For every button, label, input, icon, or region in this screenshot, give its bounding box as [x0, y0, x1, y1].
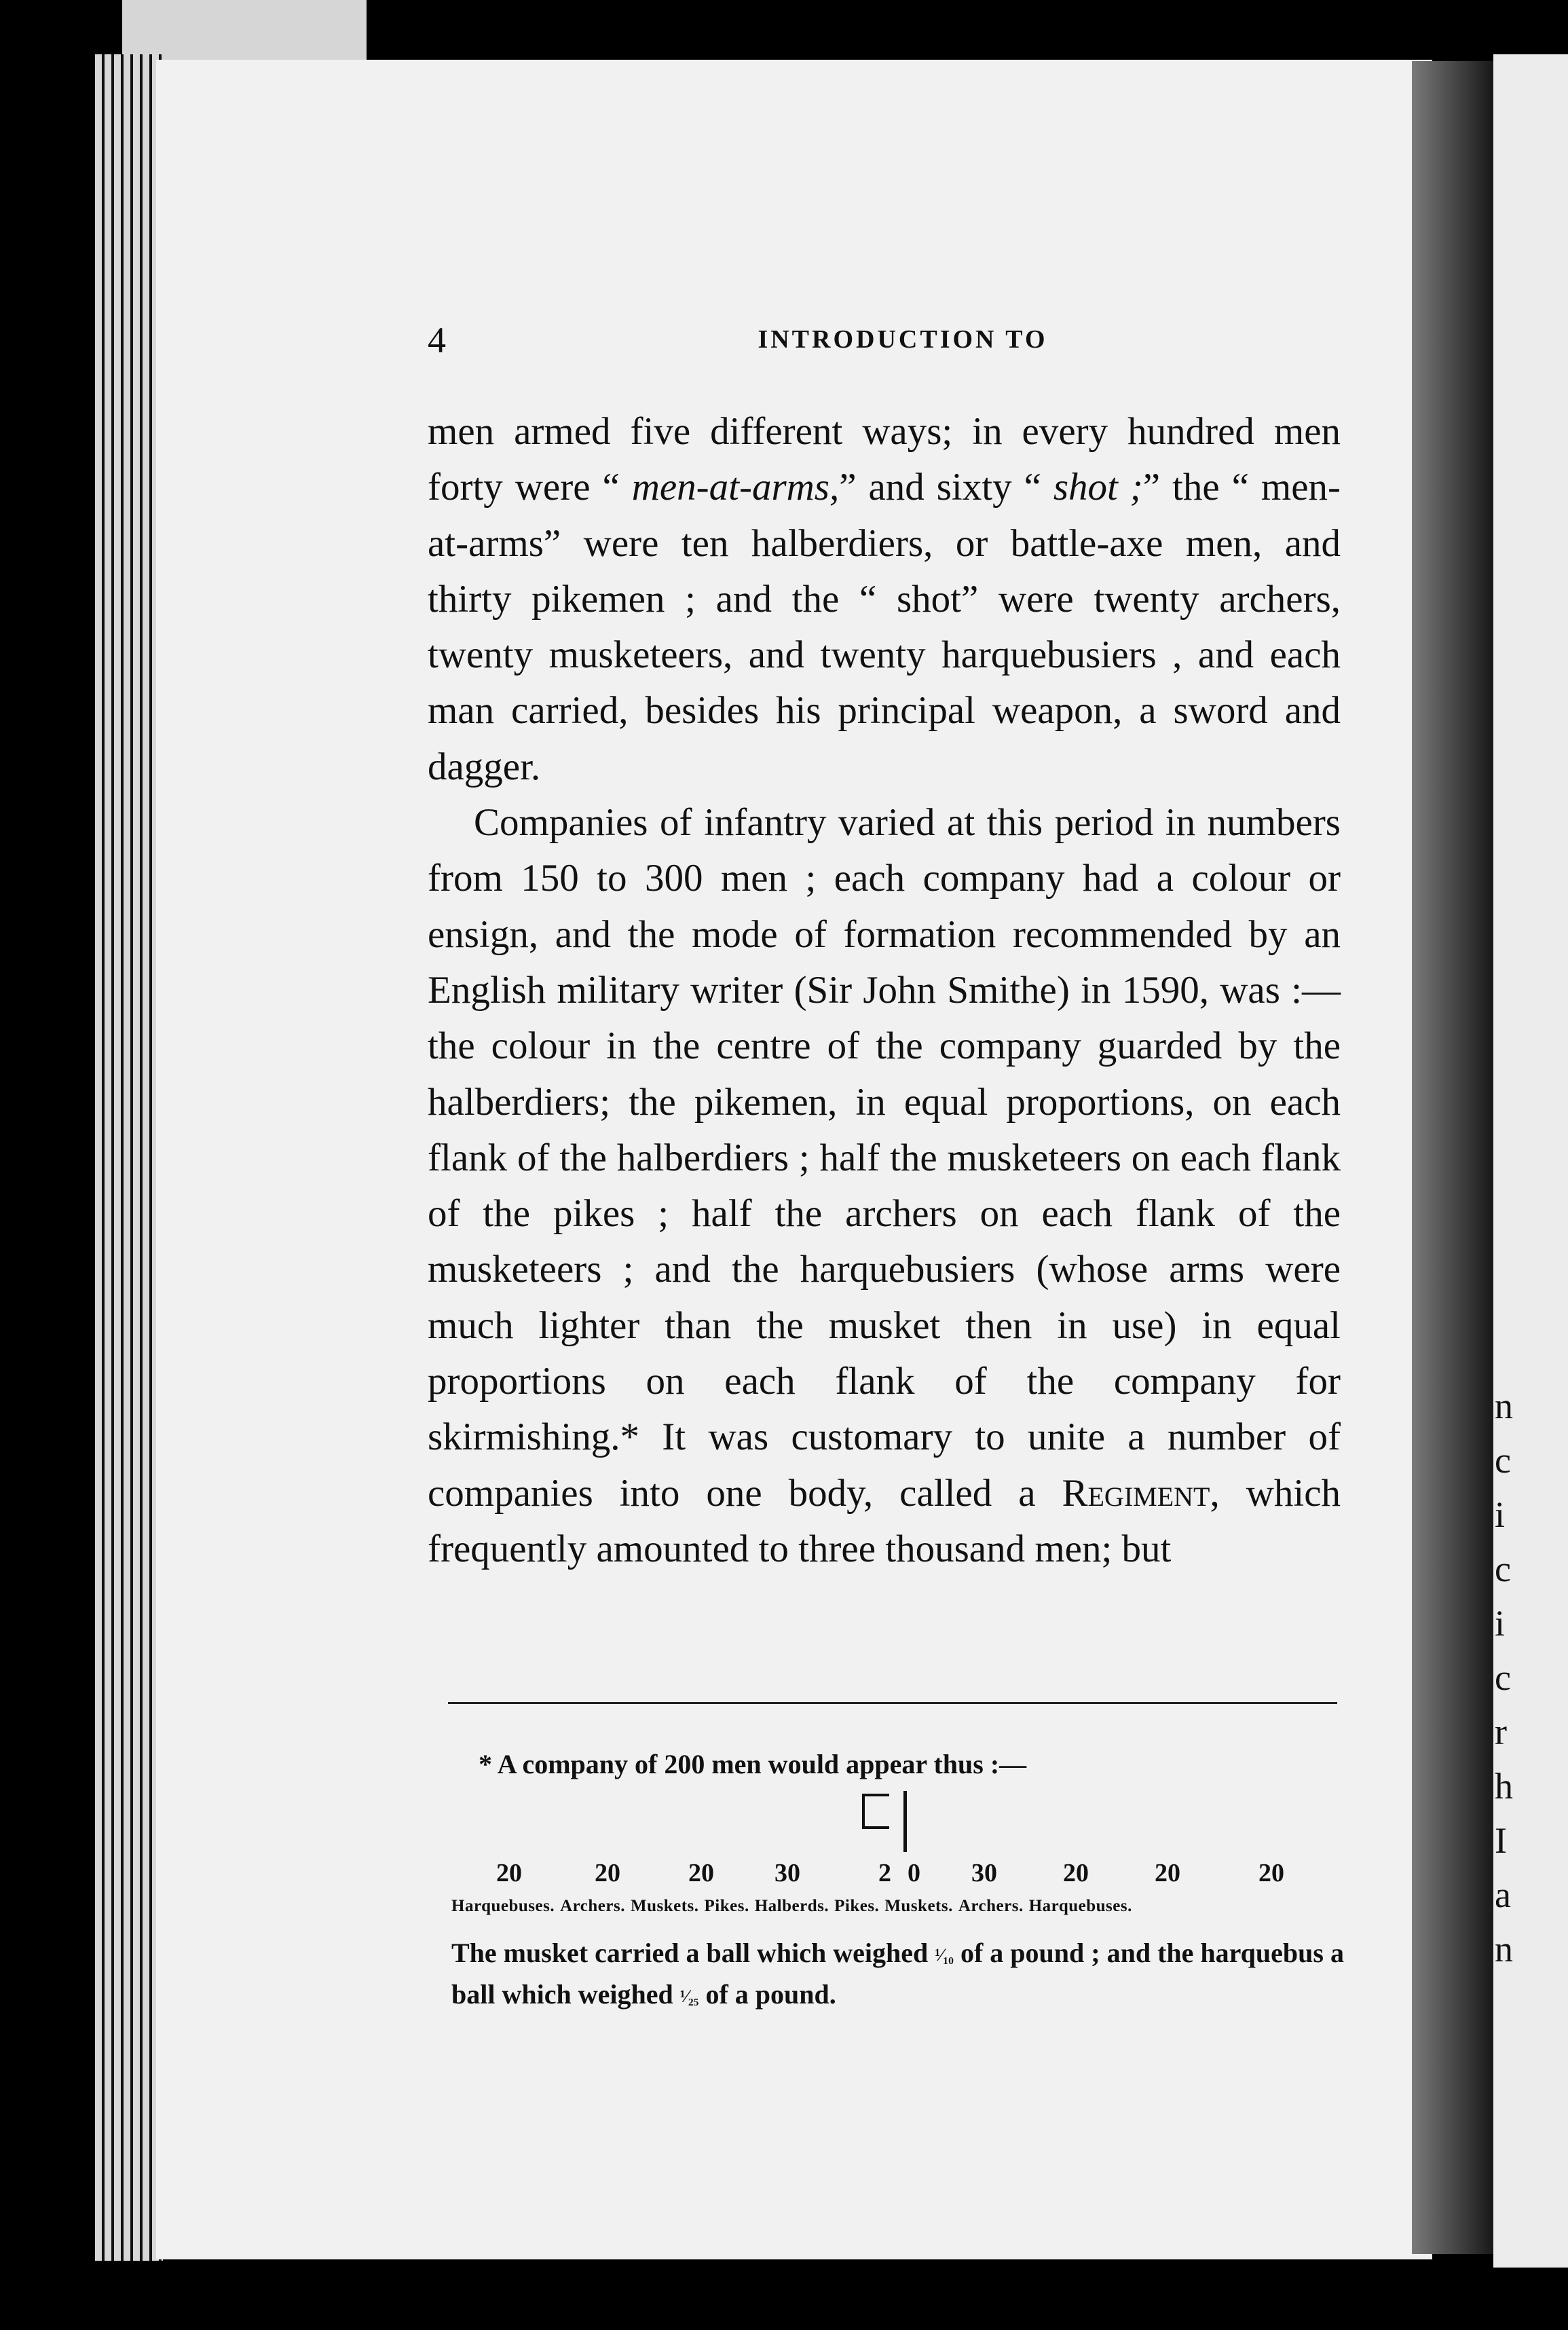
- formation-label: Halberds.: [754, 1897, 829, 1915]
- colour-flag-icon: [862, 1794, 889, 1829]
- formation-label: Archers.: [560, 1897, 625, 1915]
- formation-number: 20: [1063, 1859, 1089, 1887]
- text-run: which frequently amounted to three thousand men; but: [428, 1471, 1341, 1570]
- formation-number: 30: [774, 1859, 800, 1887]
- body-text: [428, 404, 1341, 1577]
- formation-number: 20: [688, 1859, 714, 1887]
- edge-letter: i: [1495, 1603, 1506, 1644]
- formation-label: Harquebuses.: [1028, 1897, 1132, 1915]
- text-run: of a pound ; and the harquebus a ball which weighed: [451, 1938, 1344, 2010]
- formation-number: 20: [1258, 1859, 1284, 1887]
- formation-number: 20: [595, 1859, 620, 1887]
- formation-labels: [451, 1897, 1354, 1916]
- paragraph-1: [428, 404, 1341, 795]
- edge-letter: c: [1495, 1440, 1511, 1481]
- text-run: Companies of infantry varied at this period in numbers from 150 to 300 men ; each company had a colour or ensign, and the mode of formation recommended by an English military writer (Sir John Smithe) in 1590, was :—the colour in the centre of the company guarded by the halberdiers; the pikemen, in equal proportions, on each flank of the halberdiers ; half the musketeers on each flank of the pikes ; half the archers on each flank of the musketeers ; and the harquebusiers (whose arms were much lighter than the musket then in use) in equal proportions on each flank of the company for skirmishing.* It was customary to unite a number of companies into one body, called a: [428, 801, 1341, 1515]
- edge-letter: n: [1495, 1386, 1513, 1426]
- italic-term: shot ;: [1053, 466, 1143, 509]
- footnote: [451, 1748, 1354, 2016]
- formation-label: Muskets.: [630, 1897, 699, 1915]
- edge-letter: I: [1495, 1820, 1507, 1861]
- gutter-shadow: [1412, 61, 1493, 2254]
- flag-pole: [903, 1791, 907, 1852]
- company-formation-diagram: [451, 1794, 1354, 1896]
- formation-label: Harquebuses.: [451, 1897, 555, 1915]
- italic-term: men-at-arms,: [631, 466, 840, 509]
- page-header: [428, 319, 1378, 360]
- formation-label: Pikes.: [834, 1897, 880, 1915]
- formation-label: Archers.: [958, 1897, 1024, 1915]
- formation-label: Pikes.: [704, 1897, 749, 1915]
- edge-letter: c: [1495, 1549, 1511, 1589]
- page-number: 4: [428, 320, 446, 360]
- formation-number: 0: [908, 1859, 920, 1887]
- edge-letter: h: [1495, 1766, 1513, 1807]
- small-caps-term: Regiment,: [1062, 1471, 1220, 1515]
- formation-label: Muskets.: [884, 1897, 953, 1915]
- footnote-rule: [448, 1702, 1337, 1704]
- edge-letter: a: [1495, 1874, 1511, 1915]
- paragraph-2: [428, 795, 1341, 1577]
- edge-letter: r: [1495, 1712, 1507, 1752]
- edge-letter: n: [1495, 1929, 1513, 1970]
- edge-letter: c: [1495, 1657, 1511, 1698]
- page-edges: [95, 54, 163, 2261]
- text-run: ” and sixty “: [839, 466, 1053, 509]
- fraction: ¹⁄₂₅: [679, 1986, 699, 2006]
- footnote-note: [451, 1934, 1354, 2016]
- text-run: of a pound.: [698, 1979, 836, 2010]
- running-head: INTRODUCTION TO: [758, 325, 1048, 354]
- text-run: ” the “ men-at-arms” were ten halberdiers, or battle-axe men, and thirty pikemen ; and the “ shot” were twenty archers, twenty musketeers, and twenty harquebusiers , and each man carried, besides his principal weapon, a sword and dagger.: [428, 466, 1341, 788]
- facing-page-edge: [1493, 54, 1568, 2268]
- formation-number: 20: [1155, 1859, 1180, 1887]
- footnote-lead: * A company of 200 men would appear thus :—: [479, 1749, 1027, 1779]
- formation-number: 30: [971, 1859, 997, 1887]
- text-run: men armed five different ways; in every hundred men forty were “: [428, 410, 1341, 509]
- edge-letter: i: [1495, 1494, 1506, 1535]
- formation-number: 20: [496, 1859, 522, 1887]
- formation-number: 2: [878, 1859, 891, 1887]
- fraction: ¹⁄₁₀: [935, 1945, 954, 1965]
- text-run: The musket carried a ball which weighed: [451, 1938, 935, 1968]
